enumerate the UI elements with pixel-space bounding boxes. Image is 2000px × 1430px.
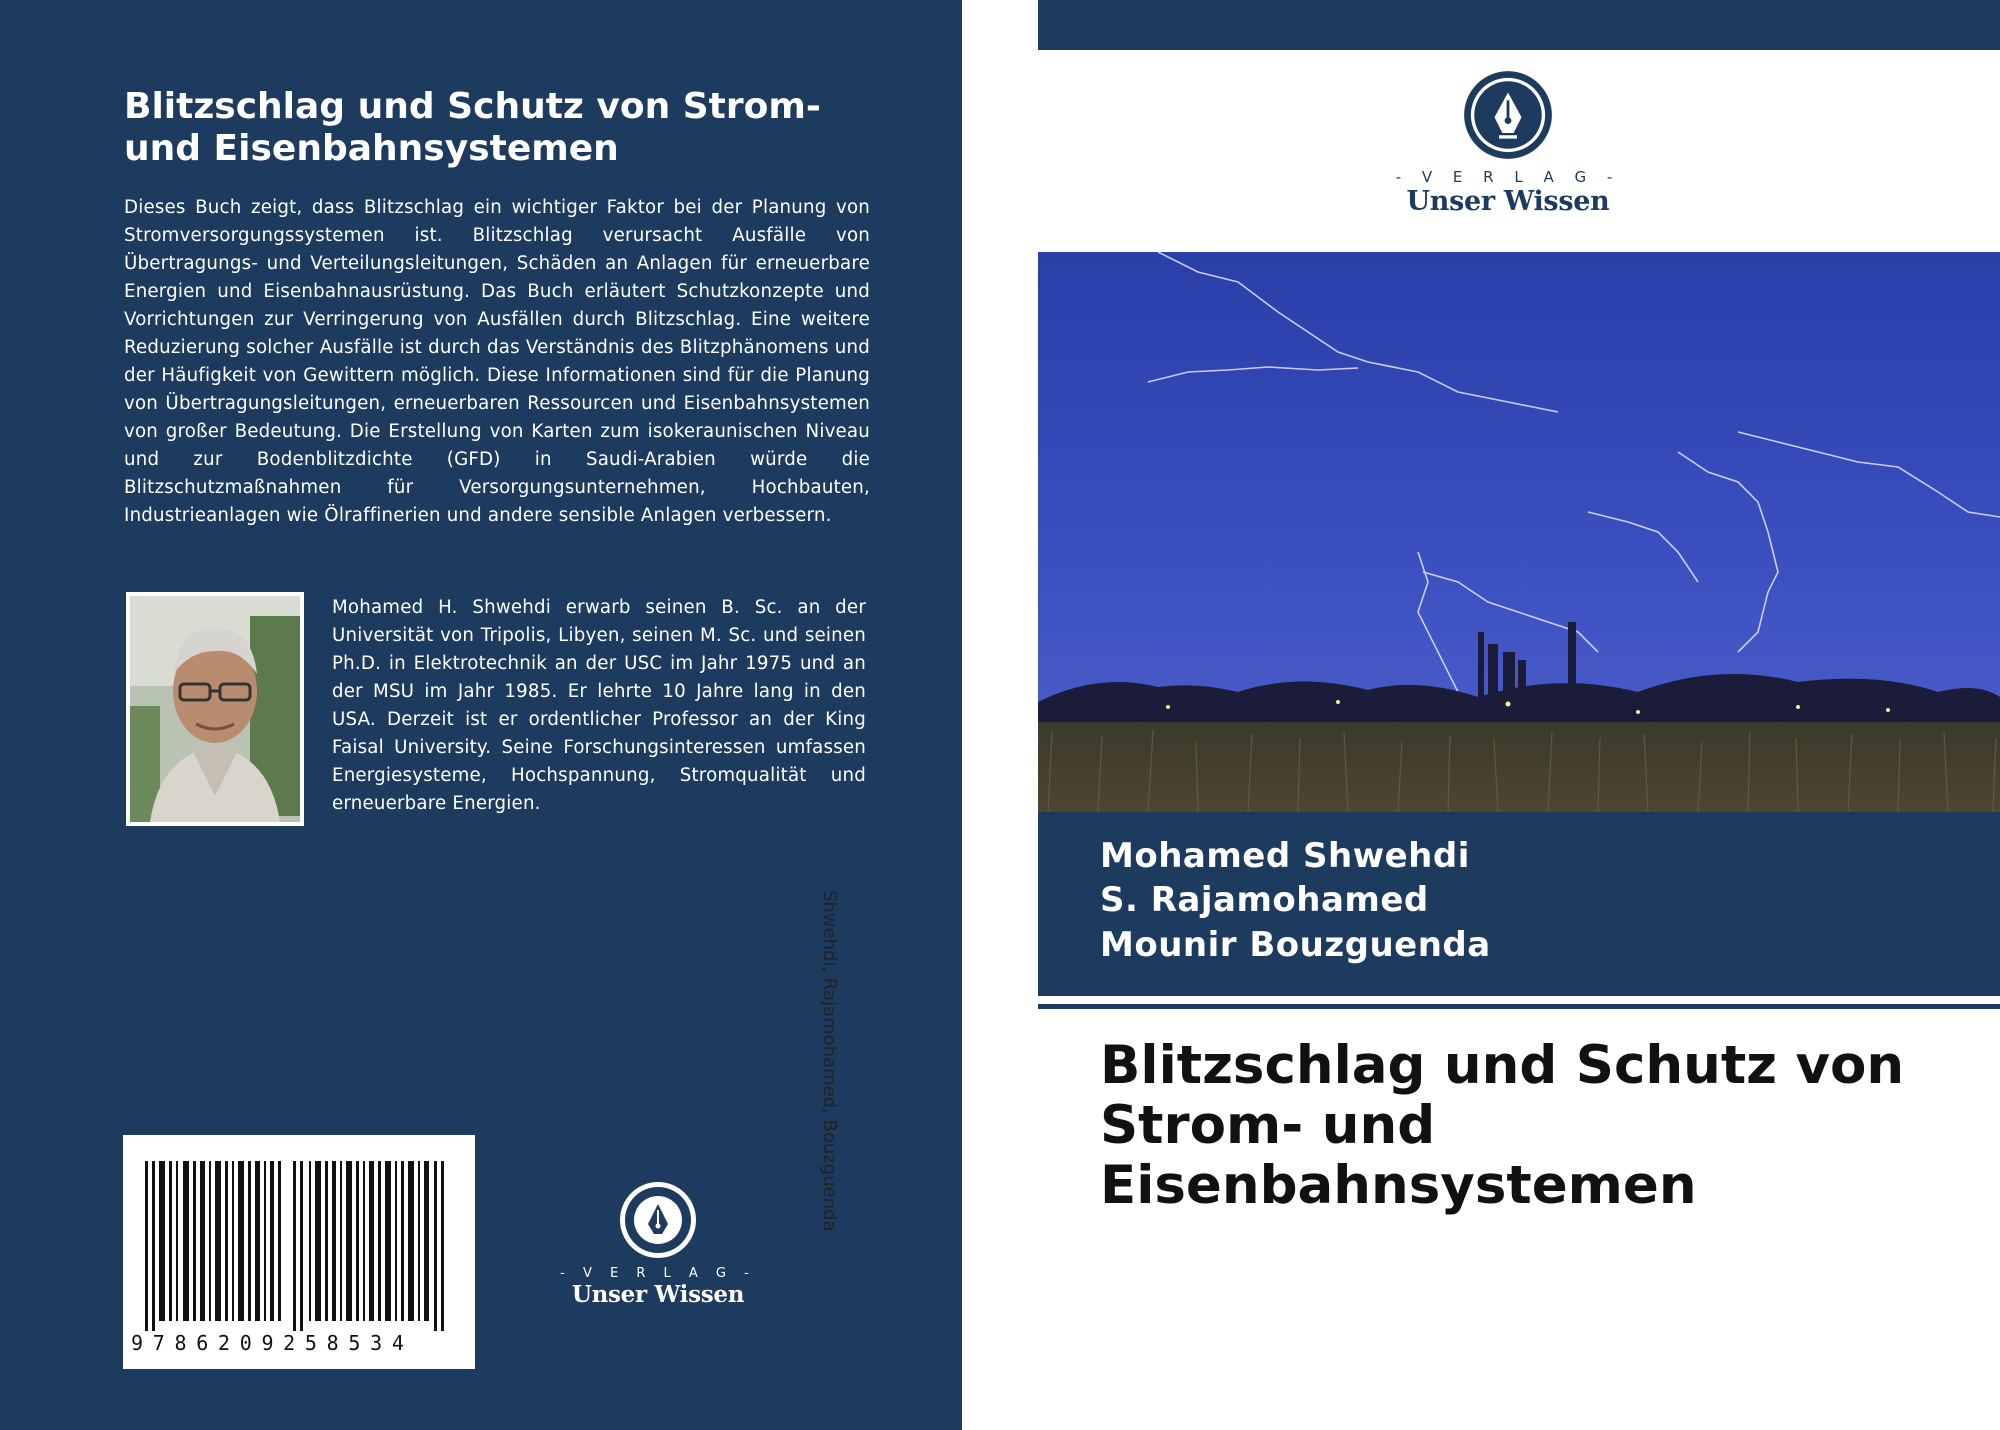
front-logo-verlag: - V E R L A G - [1395,168,1621,186]
back-publisher-logo [556,1180,760,1308]
author-name: Mohamed Shwehdi [1100,836,1470,876]
pen-nib-seal-icon [618,1180,698,1260]
back-cover-blurb: Dieses Buch zeigt, dass Blitzschlag ein wichtiger Faktor bei der Planung von Stromversorgungssystemen ist. Blitzschlag verursacht Ausfälle von Übertragungs- und Verteilungsleitungen, Schäden an Anlagen für erneuerbare Energien und Eisenbahnausrüstung. Das Buch erläutert Schutzkonzepte und Vorrichtungen zur Verringerung von Ausfällen durch Blitzschlag. Eine weitere Reduzierung solcher Ausfälle ist durch das Verständnis des Blitzphänomens und der Häufigkeit von Gewittern möglich. Diese Informationen sind für die Planung von Übertragungsleitungen, erneuerbaren Ressourcen und Eisenbahnsystemen von großer Bedeutung. Die Erstellung von Karten zum isokeraunischen Niveau und zur Bodenblitzdichte (GFD) in Saudi-Arabien würde die Blitzschutzmaßnahmen für Versorgungsunternehmen, Hochbauten, Industrieanlagen wie Ölraffinerien und andere sensible Anlagen verbessern. [124,197,870,526]
spine [819,0,1038,1430]
author-name: Mounir Bouzguenda [1100,925,1491,965]
author-bio: Mohamed H. Shwehdi erwarb seinen B. Sc. an der Universität von Tripolis, Libyen, seinen M. Sc. und seinen Ph.D. in Elektrotechnik an der USC im Jahr 1975 und an der MSU im Jahr 1985. Er lehrte 10 Jahre lang in den USA. Derzeit ist er ordentlicher Professor an der King Faisal University. Seine Forschungsinteressen umfassen Energiesysteme, Hochspannung, Stromqualität und erneuerbare Energien. [332,597,866,814]
front-top-band [1038,0,2000,50]
back-cover [0,0,962,1430]
author-name: S. Rajamohamed [1100,880,1429,920]
front-cover-title: Blitzschlag und Schutz von Strom- und Eisenbahnsystemen [1100,1035,1905,1216]
cover-lightning-photo [1038,252,2000,812]
authors-band [1038,812,2000,996]
author-photo [126,592,304,826]
back-logo-verlag: - V E R L A G - [560,1266,756,1281]
back-logo-name: Unser Wissen [571,1281,745,1308]
barcode-bars [145,1161,451,1331]
isbn-digits: 9786209258534 [131,1331,414,1355]
spine-authors: Shwehdi, Rajamohamed, Bouzguenda [819,890,841,1232]
front-publisher-logo [1390,70,1626,217]
pen-nib-seal-icon [1463,70,1553,160]
front-logo-name: Unser Wissen [1406,186,1610,217]
back-cover-title: Blitzschlag und Schutz von Strom- und Eisenbahnsystemen [124,86,821,169]
divider-line [1038,1004,2000,1009]
isbn-barcode [123,1135,475,1369]
